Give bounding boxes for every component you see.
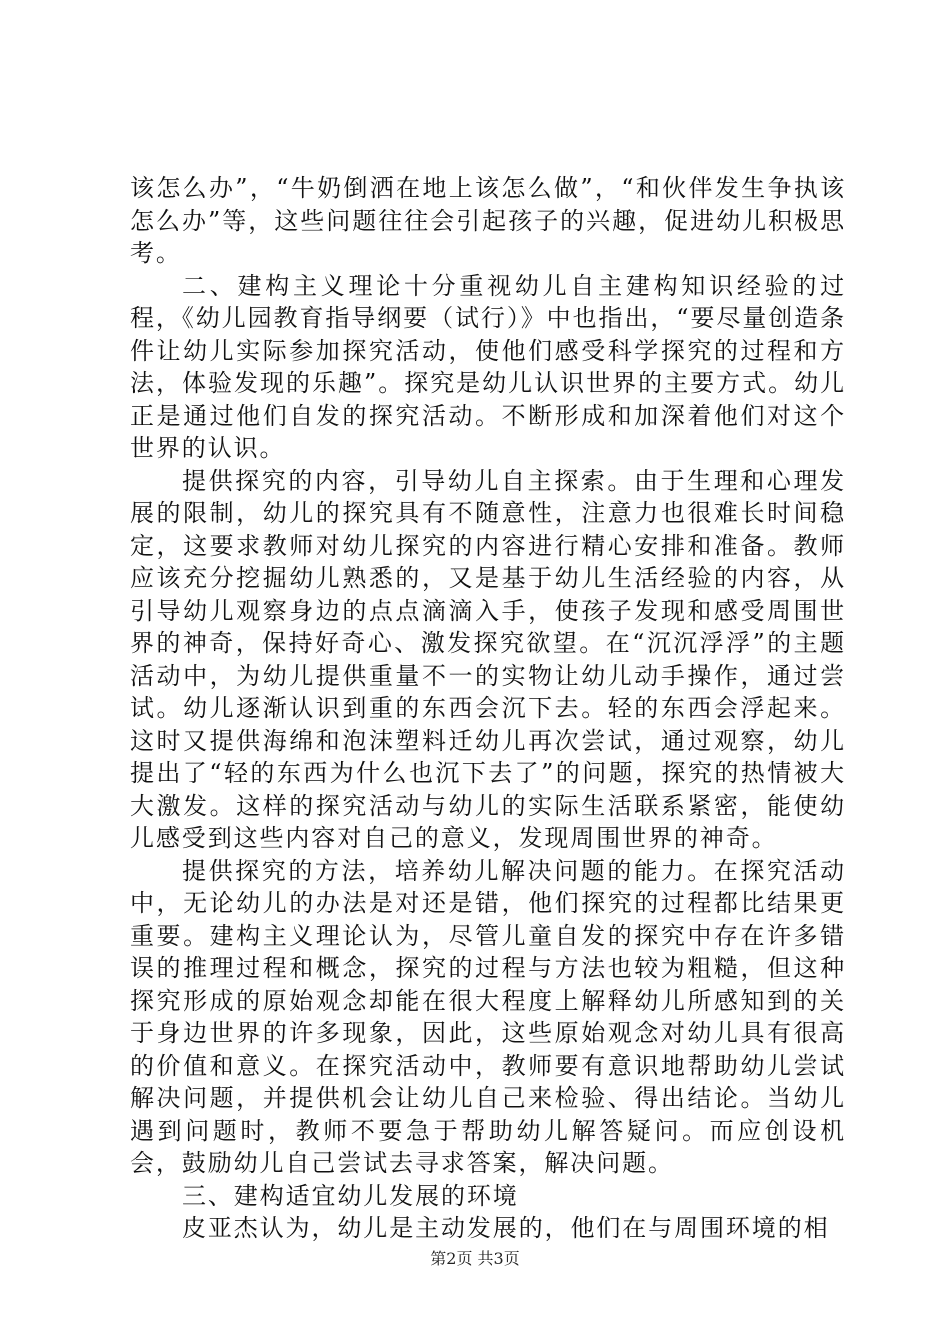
paragraph-explore-method: 提供探究的方法，培养幼儿解决问题的能力。在探究活动中，无论幼儿的办法是对还是错，他们探究的过程都比结果更重要。建构主义理论认为，尽管儿童自发的探究中存在许多错误的推理过程和概念，探究的过程与方法也较为粗糙，但这种探究形成的原始观念却能在很大程度上解释幼儿所感知到的关于身边世界的许多现象，因此，这些原始观念对幼儿具有很高的价值和意义。在探究活动中，教师要有意识地帮助幼儿尝试解决问题，并提供机会让幼儿自己来检验、得出结论。当幼儿遇到问题时，教师不要急于帮助幼儿解答疑问。而应创设机会，鼓励幼儿自己尝试去寻求答案，解决问题。	[130, 856, 846, 1177]
paragraph-section-two: 二、建构主义理论十分重视幼儿自主建构知识经验的过程，《幼儿园教育指导纲要（试行）》中也指出，“要尽量创造条件让幼儿实际参加探究活动，使他们感受科学探究的过程和方法，体验发现的乐趣”。探究是幼儿认识世界的主要方式。幼儿正是通过他们自发的探究活动。不断形成和加深着他们对这个世界的认识。	[130, 271, 846, 462]
section-heading-three: 三、建构适宜幼儿发展的环境	[182, 1181, 519, 1210]
page-number: 第2页 共3页	[430, 1249, 520, 1268]
document-body	[130, 172, 846, 1245]
page-footer	[0, 1246, 950, 1269]
paragraph-piaget: 皮亚杰认为，幼儿是主动发展的，他们在与周围环境的相	[182, 1214, 830, 1242]
paragraph-explore-content: 提供探究的内容，引导幼儿自主探索。由于生理和心理发展的限制，幼儿的探究具有不随意性，注意力也很难长时间稳定，这要求教师对幼儿探究的内容进行精心安排和准备。教师应该充分挖掘幼儿熟悉的，又是基于幼儿生活经验的内容，从引导幼儿观察身边的点点滴滴入手，使孩子发现和感受周围世界的神奇，保持好奇心、激发探究欲望。在“沉沉浮浮”的主题活动中，为幼儿提供重量不一的实物让幼儿动手操作，通过尝试。幼儿逐渐认识到重的东西会沉下去。轻的东西会浮起来。这时又提供海绵和泡沫塑料迁幼儿再次尝试，通过观察，幼儿提出了“轻的东西为什么也沉下去了”的问题，探究的热情被大大激发。这样的探究活动与幼儿的实际生活联系紧密，能使幼儿感受到这些内容对自己的意义，发现周围世界的神奇。	[130, 466, 846, 852]
paragraph-continuation: 该怎么办”，“牛奶倒洒在地上该怎么做”，“和伙伴发生争执该怎么办”等，这些问题往往会引起孩子的兴趣，促进幼儿积极思考。	[130, 174, 846, 267]
